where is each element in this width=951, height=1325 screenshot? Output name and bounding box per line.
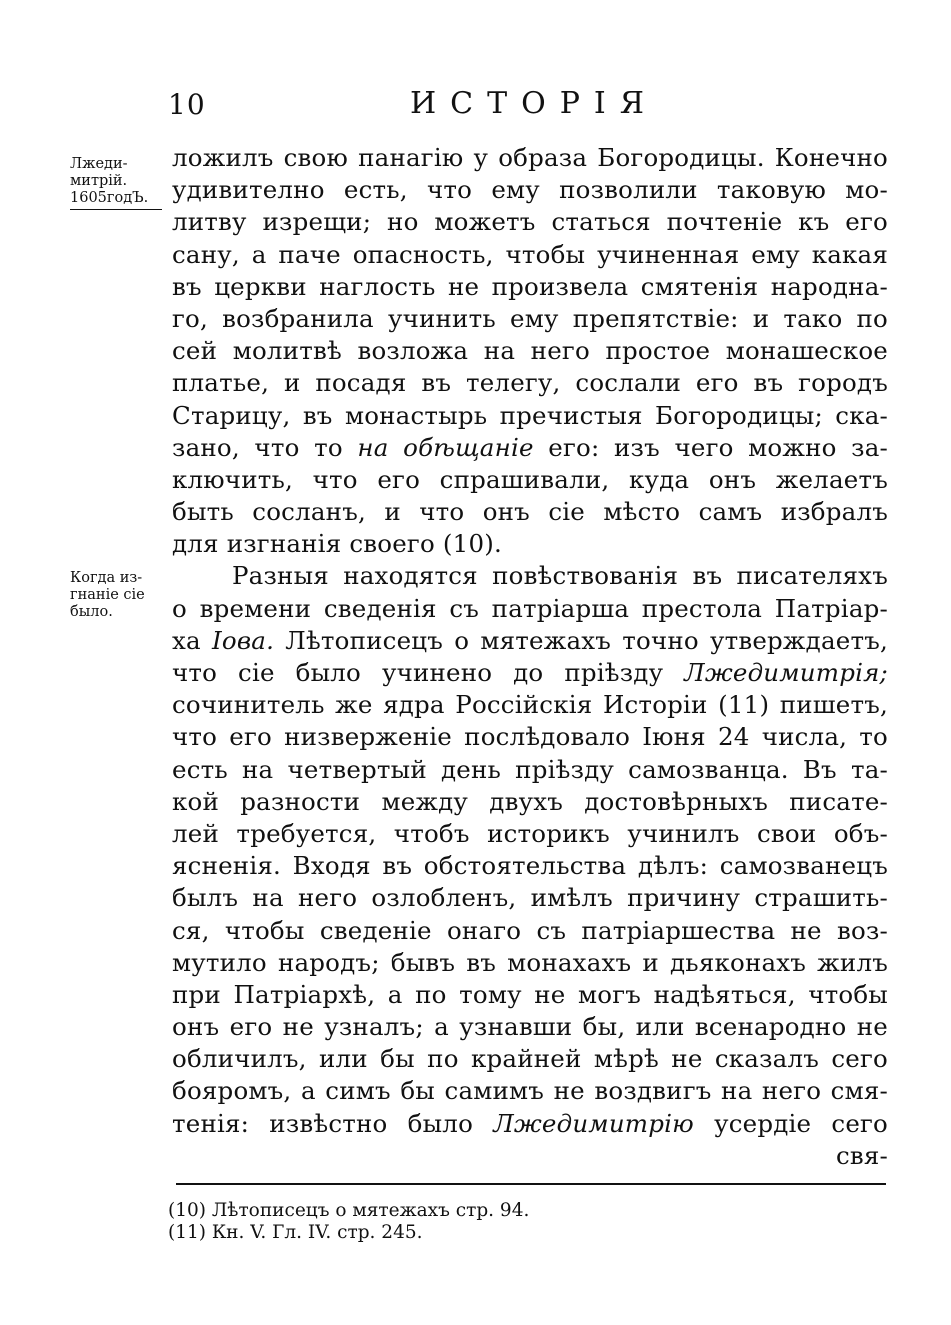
text-line: есть на четвертый день пріѣзду самозванца. Въ та-	[172, 754, 888, 784]
margin-note-line: было.	[70, 604, 113, 620]
italic-name: Лжедимитрію	[493, 1108, 694, 1138]
running-title: ИСТОРІЯ	[410, 86, 658, 121]
text-line: ясненія. Входя въ обстоятельства дѣлъ: самозванецъ	[172, 851, 888, 881]
margin-note-line: Когда из-	[70, 570, 143, 586]
text-segment: усердіе сего	[714, 1108, 888, 1138]
margin-note-line: митрій.	[70, 173, 128, 189]
text-line: былъ на него озлобленъ, имѣлъ причину страшить-	[172, 883, 888, 913]
text-line: ложилъ свою панагію у образа Богородицы. Конечно	[172, 143, 888, 172]
text-line: литву изрещи; но можетъ статься почтеніе къ его	[172, 207, 888, 237]
text-line: Старицу, въ монастырь пречистыя Богородицы; ска-	[172, 400, 888, 430]
text-line: при Патріархѣ, а по тому не могъ надѣяться, чтобы	[172, 979, 888, 1009]
text-line: платье, и посадя въ телегу, сослали его въ городъ	[172, 368, 888, 398]
page-number: 10	[168, 88, 206, 121]
margin-note-line: Лжеди-	[70, 156, 128, 172]
text-line: для изгнанія своего (10).	[172, 529, 502, 559]
text-line: Разныя находятся повѣствованія въ писателяхъ	[232, 561, 888, 591]
text-line: удивително есть, что ему позволили таковую мо-	[172, 175, 888, 205]
text-line: сочинитель же ядра Россійскія Исторіи (11) пишетъ,	[172, 690, 888, 720]
text-line	[172, 657, 888, 689]
text-line: лей требуется, чтобъ историкъ учинилъ свои объ-	[172, 818, 888, 848]
text-line: что его низверженіе послѣдовало Іюня 24 числа, то	[172, 722, 888, 752]
text-segment: его: изъ чего можно за-	[548, 432, 888, 462]
text-segment: что сіе было учинено до пріѣзду	[172, 658, 664, 687]
text-segment: зано, что то	[172, 432, 343, 462]
text-line: ключить, что его спрашивали, куда онъ желаетъ	[172, 464, 888, 494]
catchword: свя-	[835, 1140, 888, 1170]
margin-note-line: 1605годЪ.	[70, 190, 162, 210]
text-line: сану, а паче опасность, чтобы учиненная ему какая	[172, 239, 888, 269]
text-line: обличилъ, или бы по крайней мѣрѣ не сказалъ сего	[172, 1044, 888, 1074]
footnote: (11) Кн. V. Гл. IV. стр. 245.	[168, 1222, 423, 1243]
text-line: сей молитвѣ возложа на него простое монашеское	[172, 336, 888, 366]
text-segment: тенія: извѣстно было	[172, 1108, 474, 1138]
footnote-divider	[176, 1183, 886, 1185]
text-line	[172, 1108, 888, 1140]
text-line: о времени сведенія съ патріарша престола Патріар-	[172, 593, 888, 623]
text-line: кой разности между двухъ достовѣрныхъ писате-	[172, 786, 888, 816]
body-text	[172, 142, 888, 1172]
italic-name: Іова.	[212, 625, 275, 655]
text-line: мутило народъ; бывъ въ монахахъ и дьяконахъ жилъ	[172, 947, 888, 977]
footnotes	[168, 1200, 529, 1244]
text-line: бояромъ, а симъ бы самимъ не воздвигъ на него смя-	[172, 1076, 888, 1106]
text-segment: ха	[172, 625, 201, 655]
italic-name: Лжедимитрія;	[684, 658, 888, 687]
margin-note-lzhedimitriy	[70, 156, 165, 210]
text-line: въ церкви наглость не произвела смятенія народна-	[172, 271, 888, 301]
text-line: быть сосланъ, и что онъ сіе мѣсто самъ избралъ	[172, 497, 888, 527]
margin-note-line: гнаніе сіе	[70, 587, 145, 603]
text-line	[172, 625, 888, 657]
footnote: (10) Лѣтописецъ о мятежахъ стр. 94.	[168, 1200, 530, 1221]
text-line	[172, 432, 888, 464]
text-segment: Лѣтописецъ о мятежахъ точно утверждаетъ,	[285, 625, 888, 655]
text-line: го, возбранила учинить ему препятствіе: и тако по	[172, 303, 888, 333]
text-line: ся, чтобы сведеніе онаго съ патріаршества не воз-	[172, 915, 888, 945]
page-header	[0, 82, 951, 122]
margin-note-exile	[70, 570, 165, 621]
italic-phrase: на обѣщаніе	[357, 432, 534, 462]
text-line: онъ его не узналъ; а узнавши бы, или всенародно не	[172, 1012, 888, 1042]
